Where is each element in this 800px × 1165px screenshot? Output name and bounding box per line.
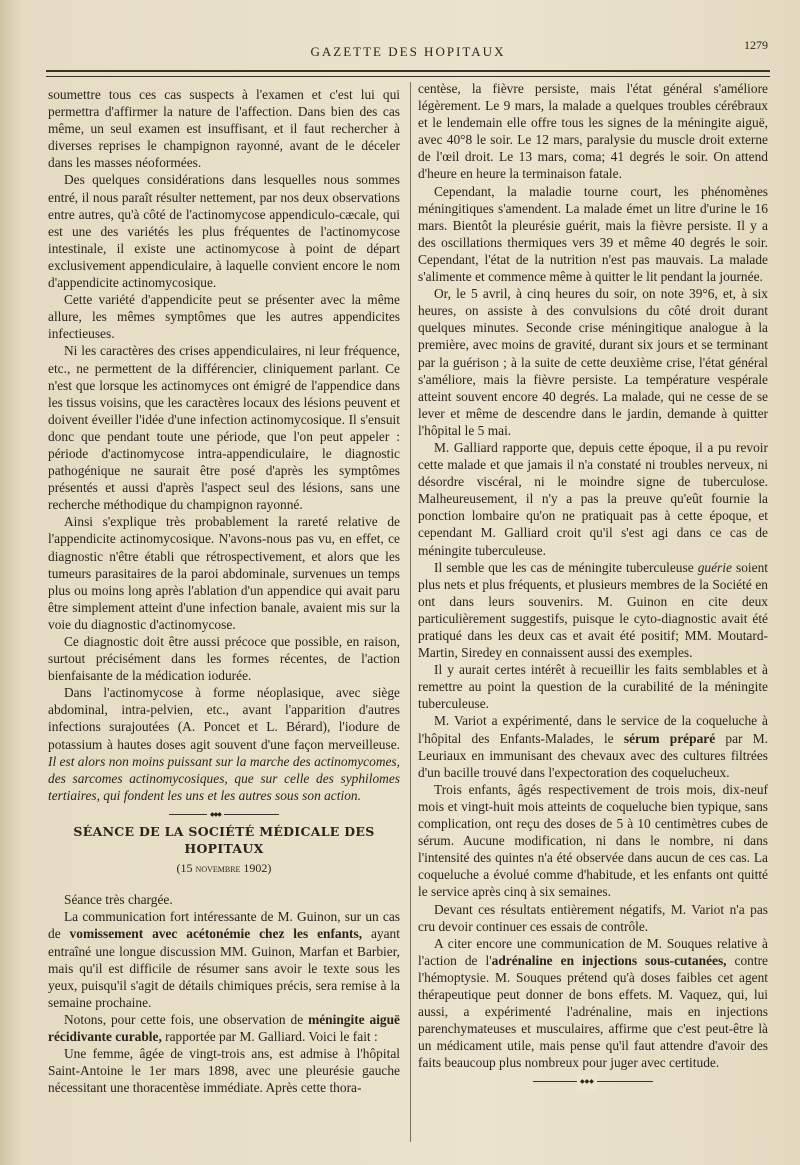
bold-text: adrénaline en injections sous-cutanées, [491, 952, 727, 968]
paragraph [48, 908, 400, 1011]
paragraph: Des quelques considérations dans lesquelles nous sommes entré, il nous paraît résulter nettement, par nos deux observations entre autres, qu'à côté de l'actinomycose appendiculo-cæcale, qui est une des variétés les plus fréquentes de l'actinomycose intestinale, il existe une actinomycose à point de départ exclusivement appendiculaire, à laquelle convient encore le nom d'appendicite actinomycosique. [48, 172, 400, 291]
page-header [48, 38, 768, 64]
paragraph-text: ayant entraîné une longue discussion MM. Guinon, Marfan et Barbier, mais qu'il est difficile de résumer sans avoir le texte sous les yeux, puisqu'il s'agit de détails chimiques précis, sera remise à la semaine prochaine. [48, 926, 400, 1010]
right-column [418, 80, 768, 1082]
paragraph [418, 559, 768, 662]
italic-text: Il est alors non moins puissant sur la marche des actinomycomes, des sarcomes actinomycosiques, que sur celle des syphilomes tertiaires, qui fondent les uns et les autres sous son action. [48, 753, 400, 803]
paragraph [418, 712, 768, 780]
bold-text: méningite aiguë récidivante curable, [48, 1011, 400, 1044]
paragraph: Une femme, âgée de vingt-trois ans, est admise à l'hôpital Saint-Antoine le 1er mars 1898, avec une pleurésie gauche nécessitant une thoracentèse immédiate. Après cette thora- [48, 1046, 400, 1096]
header-rule-thin [46, 76, 770, 77]
paragraph-text: contre l'hémoptysie. M. Souques prétend qu'à doses faibles cet agent thérapeutique peut donner de bons effets. M. Vaquez, qui, lui aussi, a expérimenté l'adrénaline, mais en injections parenchymateuses et musculaires, affirme que c'est peut-être là un médicament utile, mais pense qu'il faut attendre d'avoir des faits beaucoup plus nombreux pour juger avec certitude. [418, 952, 768, 1071]
paragraph: Ni les caractères des crises appendiculaires, ni leur fréquence, etc., ne permettent de la différencier, cliniquement parlant. Ce n'est que lorsque les actinomyces ont émigré de l'appendice dans les tissus voisins, que les caractères locaux des lésions peuvent et doivent éveiller l'idée d'une infection actinomycosique. Il s'ensuit donc que pendant toute une période, que l'on peut appeler : période d'actinomycose intra-appendiculaire, le diagnostic pathogénique ne saurait être posé d'après les symptômes présentés et aussi d'après l'aspect seul des lésions, sans une recherche méthodique du champignon rayonné. [48, 343, 400, 513]
paragraph: Cette variété d'appendicite peut se présenter avec la même allure, les mêmes symptômes que les autres appendicites infectieuses. [48, 292, 400, 342]
paragraph-text: Dans l'actinomycose à forme néoplasique, avec siège abdominal, intra-pelvien, etc., avant l'apparition d'autres infections surajoutées (A. Poncet et L. Bérard), l'iodure de potassium à hautes doses agit souvent d'une façon merveilleuse. [48, 685, 400, 752]
paragraph-text: A citer encore une communication de M. Souques relative à l'action de l' [418, 935, 768, 968]
journal-title: GAZETTE DES HOPITAUX [310, 44, 506, 59]
italic-text: guérie [697, 559, 732, 575]
paragraph: soumettre tous ces cas suspects à l'examen et c'est lui qui permettra d'affirmer la nature de l'affection. Dans bien des cas même, un seul examen est insuffisant, et il faut rechercher à diverses reprises le champignon rayonné, avant de le déceler dans les masses néoformées. [48, 87, 400, 171]
paragraph-text: soient plus nets et plus fréquents, et plusieurs membres de la Société en ont dans leurs souvenirs. M. Guinon en cite deux particulièrement suggestifs, puisque le cyto-diagnostic avait été pratiqué dans les deux cas et avait été positif; MM. Moutard-Martin, Siredey en connaissent aussi des exemples. [418, 559, 768, 661]
section-separator [169, 814, 279, 815]
paragraph: centèse, la fièvre persiste, mais l'état général s'améliore légèrement. Le 9 mars, la malade a quelques troubles cérébraux et le lendemain elle offre tous les signes de la méningite aiguë, avec 40°8 le soir. Le 12 mars, paralysie du muscle droit externe de l'œil droit. Le 13 mars, coma; 41 degrés le soir. On attend d'heure en heure la terminaison fatale. [418, 81, 768, 182]
end-separator [533, 1081, 653, 1082]
header-rule [46, 70, 770, 72]
bold-text: vomissement avec acétonémie chez les enfants, [69, 926, 363, 942]
paragraph: Ce diagnostic doit être aussi précoce que possible, en raison, surtout précisément dans les formes récentes, de l'action bienfaisante de la médication iodurée. [48, 634, 400, 684]
bold-text: sérum préparé [623, 730, 716, 746]
section-title: SÉANCE DE LA SOCIÉTÉ MÉDICALE DES HOPITAUX [73, 823, 375, 857]
paragraph: Trois enfants, âgés respectivement de trois mois, dix-neuf mois et vingt-huit mois atteints de coqueluche bien typique, sans complication, ont reçu des doses de 5 à 10 centimètres cubes de sérum. Aucune modification, ni dans le nombre, ni dans l'intensité des quintes n'a été observée dans aucun de ces cas. La coqueluche a évolué comme d'habitude, et les enfants ont quitté le service après cinq à six semaines. [418, 781, 768, 900]
paragraph: Il y aurait certes intérêt à recueillir les faits semblables et à remettre au point la question de la curabilité de la méningite tuberculeuse. [418, 662, 768, 712]
paragraph-text: rapportée par M. Galliard. Voici le fait : [161, 1028, 378, 1044]
paragraph-text: Notons, pour cette fois, une observation de [64, 1011, 309, 1027]
paragraph: Cependant, la maladie tourne court, les phénomènes méningitiques s'amendent. La malade émet un litre d'urine le 16 mars. Bientôt la pleurésie guérit, mais la fièvre persiste. Il y a des oscillations thermiques vers 39 et même 40 degrés le soir. Cependant, l'état de la nutrition n'est pas mauvais. La malade s'alimente et commence même à quitter le lit pendant la journée. [418, 183, 768, 285]
paragraph: M. Galliard rapporte que, depuis cette époque, il a pu revoir cette malade et que jamais il n'a constaté ni troubles nerveux, ni désordre viscéral, ni le moindre signe de tuberculose. Malheureusement, il n'y a pas la preuve qu'eût fournie la ponction lombaire qu'on ne pratiquait pas à cette époque, et cependant M. Galliard croit qu'il s'est agi dans ce cas de méningite tuberculeuse. [418, 439, 768, 558]
page-number: 1279 [744, 38, 768, 52]
column-divider [410, 82, 411, 1142]
left-column [48, 86, 400, 1096]
paragraph: Or, le 5 avril, à cinq heures du soir, on note 39°6, et, à six heures, on assiste à des convulsions du côté droit durant quelques minutes. Seconde crise méningitique analogue à la première, avec moins de gravité, durant six jours et se terminant par la guérison ; à la suite de cette deuxième crise, l'état général s'améliore, mais la fièvre persiste. La température vespérale atteint souvent encore 40 degrés. La malade, qui ne cesse de se lever et même de descendre dans le jardin, demande à quitter l'hôpital le 5 mai. [418, 286, 768, 438]
paragraph-text: M. Variot a expérimenté, dans le service de la coqueluche à l'hôpital des Enfants-Malades, le [418, 713, 768, 746]
paragraph-text: La communication fort intéressante de M. Guinon, sur un cas de [48, 909, 400, 942]
paragraph [48, 684, 400, 804]
paragraph [48, 1011, 400, 1045]
paragraph-text: par M. Leuriaux en immunisant des chevaux avec des cultures filtrées d'un bacille trouvé dans l'expectoration des coquelucheux. [418, 730, 768, 780]
paragraph: Ainsi s'explique très probablement la rareté relative de l'appendicite actinomycosique. N'avons-nous pas vu, en effet, ce diagnostic n'être établi que rétrospectivement, et alors que les tumeurs parasitaires de la paroi abdominale, survenues un temps plus ou moins long après l'ablation d'un appendice qui avait paru être simplement atteint d'une infection banale, avaient mis sur la voie du diagnostic d'actinomycose. [48, 514, 400, 632]
paragraph: Séance très chargée. [64, 892, 173, 908]
paragraph [418, 935, 768, 1072]
section-date: (15 novembre 1902) [176, 861, 272, 876]
paragraph: Devant ces résultats entièrement négatifs, M. Variot n'a pas cru devoir continuer ces essais de contrôle. [418, 901, 768, 934]
paragraph-text: Il semble que les cas de méningite tuberculeuse [434, 559, 698, 575]
